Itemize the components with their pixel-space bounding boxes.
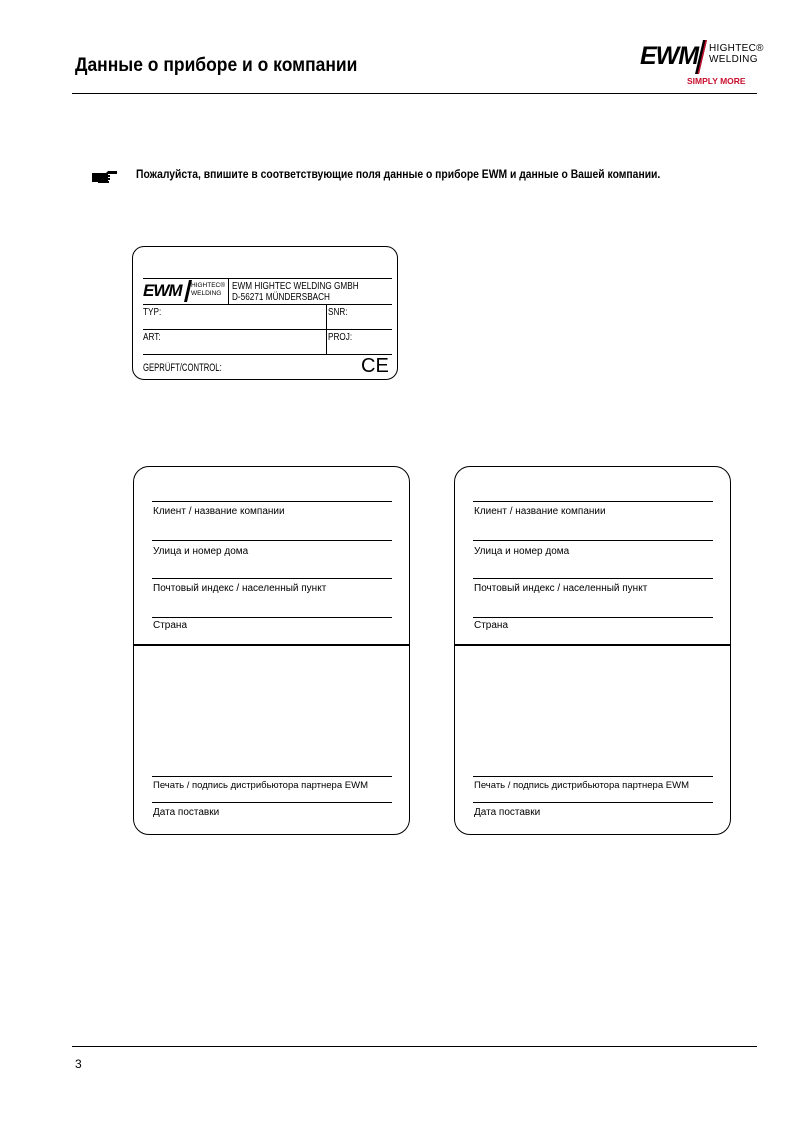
street-field[interactable] — [473, 540, 713, 541]
logo-slash-icon — [695, 40, 707, 74]
date-field[interactable] — [473, 802, 713, 803]
customer-label: Клиент / название компании — [153, 506, 285, 517]
country-field[interactable] — [473, 617, 713, 618]
plate-control-label: GEPRÜFT/CONTROL: — [143, 362, 222, 374]
stamp-label: Печать / подпись дистрибьютора партнера EWM — [474, 780, 689, 791]
stamp-field[interactable] — [152, 776, 392, 777]
page-number: 3 — [75, 1057, 82, 1071]
stamp-label: Печать / подпись дистрибьютора партнера EWM — [153, 780, 368, 791]
plate-company-address: D-56271 MÜNDERSBACH — [232, 292, 330, 303]
street-field[interactable] — [152, 540, 392, 541]
plate-company-name: EWM HIGHTEC WELDING GMBH — [232, 281, 359, 292]
customer-field[interactable] — [152, 501, 392, 502]
logo-tagline: SIMPLY MORE — [687, 76, 746, 86]
plate-logo-text: HIGHTEC® WELDING — [191, 282, 226, 297]
card-divider — [134, 644, 409, 646]
plate-art-label: ART: — [143, 332, 161, 343]
footer-divider — [72, 1046, 757, 1047]
country-label: Страна — [474, 620, 509, 631]
pointing-hand-icon — [92, 170, 118, 184]
address-card-2 — [454, 466, 731, 835]
ce-mark: CE — [361, 355, 389, 377]
postal-label: Почтовый индекс / населенный пункт — [153, 583, 327, 594]
date-label: Дата поставки — [474, 807, 541, 818]
date-label: Дата поставки — [153, 807, 220, 818]
plate-proj-label: PROJ: — [328, 332, 353, 343]
logo-mark: EWM — [640, 42, 699, 70]
plate-typ-label: TYP: — [143, 307, 162, 318]
logo-text: HIGHTEC® WELDING — [709, 43, 764, 65]
card-divider — [455, 644, 730, 646]
country-label: Страна — [153, 620, 188, 631]
postal-label: Почтовый индекс / населенный пункт — [474, 583, 648, 594]
header-divider — [72, 93, 757, 94]
plate-snr-label: SNR: — [328, 307, 348, 318]
page-title: Данные о приборе и о компании — [75, 55, 358, 76]
postal-field[interactable] — [473, 578, 713, 579]
rating-plate — [132, 246, 398, 380]
customer-field[interactable] — [473, 501, 713, 502]
country-field[interactable] — [152, 617, 392, 618]
plate-logo-mark: EWM — [143, 281, 182, 300]
street-label: Улица и номер дома — [153, 546, 249, 557]
postal-field[interactable] — [152, 578, 392, 579]
customer-label: Клиент / название компании — [474, 506, 606, 517]
address-card-1 — [133, 466, 410, 835]
date-field[interactable] — [152, 802, 392, 803]
street-label: Улица и номер дома — [474, 546, 570, 557]
stamp-field[interactable] — [473, 776, 713, 777]
ewm-logo — [640, 40, 764, 88]
instruction-text: Пожалуйста, впишите в соответствующие поля данные о приборе EWM и данные о Вашей компании. — [136, 169, 661, 181]
